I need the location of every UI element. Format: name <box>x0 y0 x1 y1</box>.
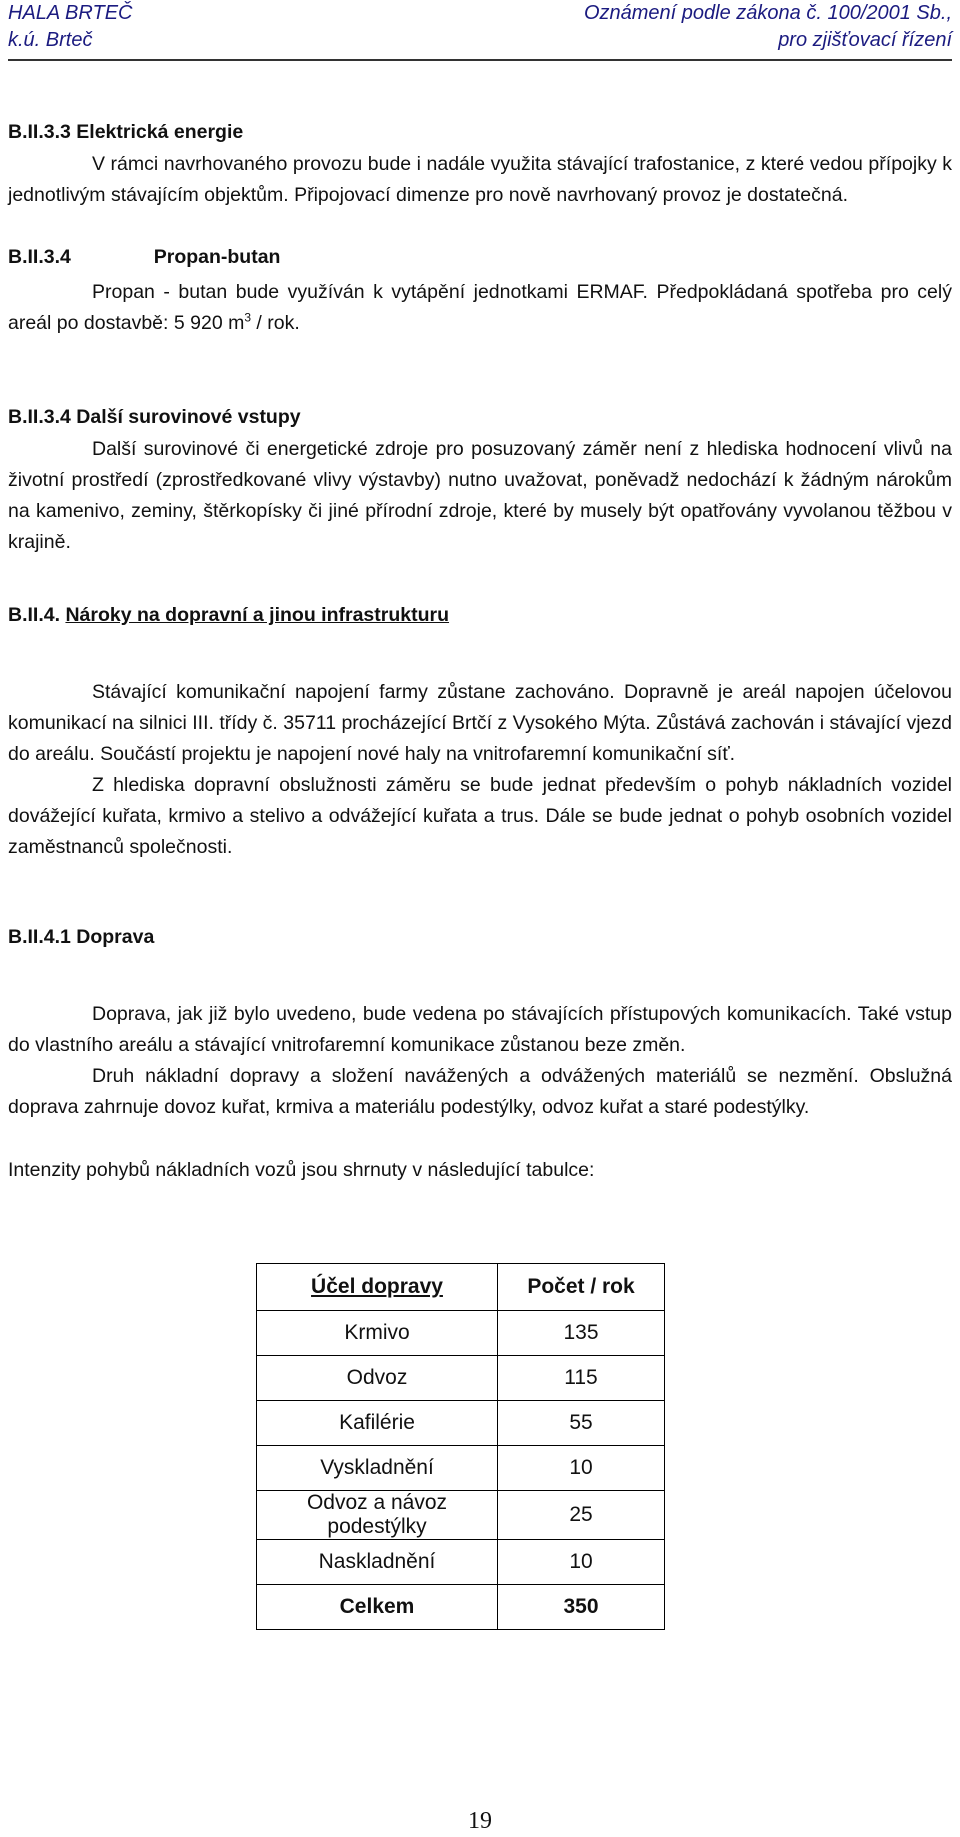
section-paragraph: Z hlediska dopravní obslužnosti záměru se bude jednat především o pohyb nákladních vozidel dovážející kuřata, krmivo a stelivo a odvážející kuřata a trus. Dále se bude jednat o pohyb osobních vozidel zaměstnanců společnosti. <box>8 774 952 858</box>
section-infrastructure <box>8 601 952 863</box>
table-cell-value: 10 <box>498 1446 665 1491</box>
section-heading: B.II.3.3 Elektrická energie <box>8 121 244 143</box>
section-heading <box>8 601 952 629</box>
table-total-label: Celkem <box>257 1585 498 1630</box>
section-other-inputs <box>8 403 952 558</box>
table-cell-label: Kafilérie <box>257 1401 498 1446</box>
section-paragraph: Druh nákladní dopravy a složení navážených a odvážených materiálů se nezmění. Obslužná doprava zahrnuje dovoz kuřat, krmiva a materiálu podestýlky, odvoz kuřat a staré podestýlky. <box>8 1065 952 1118</box>
table-cell-label: Odvoz <box>257 1356 498 1401</box>
section-heading: B.II.3.4 Další surovinové vstupy <box>8 406 301 428</box>
section-heading: B.II.4.1 Doprava <box>8 926 155 948</box>
table-row <box>257 1446 665 1491</box>
table-cell-value: 115 <box>498 1356 665 1401</box>
table-header-row <box>257 1264 665 1311</box>
section-electricity <box>8 118 952 211</box>
section-paragraph: V rámci navrhovaného provozu bude i nadále využita stávající trafostanice, z které vedou přípojky k jednotlivým stávajícím objektům. Připojovací dimenze pro nově navrhovaný provoz je dostatečná. <box>8 153 952 206</box>
section-transport <box>8 923 952 1186</box>
table-row <box>257 1540 665 1585</box>
section-number: B.II.4. <box>8 604 61 626</box>
table-cell-value: 135 <box>498 1311 665 1356</box>
section-paragraph <box>8 277 952 339</box>
header-left <box>8 0 132 54</box>
table-row <box>257 1491 665 1540</box>
transport-table <box>256 1263 665 1630</box>
table-total-row <box>257 1585 665 1630</box>
paragraph-text-end: / rok. <box>251 312 300 334</box>
superscript: 3 <box>244 310 252 325</box>
section-paragraph: Doprava, jak již bylo uvedeno, bude vedena po stávajících přístupových komunikacích. Také vstup do vlastního areálu a stávající vnitrofaremní komunikace zůstanou beze změn. <box>8 1003 952 1056</box>
section-title: Nároky na dopravní a jinou infrastrukturu <box>65 604 450 626</box>
header-divider <box>8 59 952 61</box>
header-cadastral-area: k.ú. Brteč <box>8 29 93 51</box>
section-propane-butane <box>8 243 952 339</box>
header-right <box>584 0 952 54</box>
section-title: Propan-butan <box>153 246 281 268</box>
table-cell-value: 25 <box>498 1491 665 1540</box>
header-project-name: HALA BRTEČ <box>8 2 133 24</box>
table-cell-value: 10 <box>498 1540 665 1585</box>
section-number: B.II.3.4 <box>8 246 71 268</box>
table-row <box>257 1401 665 1446</box>
table-cell-label: Naskladnění <box>257 1540 498 1585</box>
header-law-reference: Oznámení podle zákona č. 100/2001 Sb., <box>583 2 952 24</box>
table-header-count: Počet / rok <box>498 1264 665 1311</box>
page-header <box>8 0 952 58</box>
table-cell-label: Krmivo <box>257 1311 498 1356</box>
table-row <box>257 1356 665 1401</box>
table-header-purpose: Účel dopravy <box>257 1264 498 1311</box>
table-row <box>257 1311 665 1356</box>
section-paragraph: Další surovinové či energetické zdroje pro posuzovaný záměr není z hlediska hodnocení vlivů na životní prostředí (zprostředkované vlivy výstavby) nutno uvažovat, poněvadž nedochází k žádným nárokům na kamenivo, zeminy, štěrkopísky či jiné přírodní zdroje, které by musely být opatřovány vyvolanou těžbou v krajině. <box>8 438 952 553</box>
table-cell-label: Odvoz a návoz podestýlky <box>257 1491 498 1540</box>
section-heading <box>8 243 952 271</box>
header-procedure: pro zjišťovací řízení <box>778 29 952 51</box>
table-intro: Intenzity pohybů nákladních vozů jsou shrnuty v následující tabulce: <box>8 1159 595 1181</box>
paragraph-text: Propan - butan bude využíván k vytápění jednotkami ERMAF. Předpokládaná spotřeba pro celý areál po dostavbě: 5 920 m <box>8 281 952 334</box>
table-total-value: 350 <box>498 1585 665 1630</box>
table-cell-value: 55 <box>498 1401 665 1446</box>
section-paragraph: Stávající komunikační napojení farmy zůstane zachováno. Dopravně je areál napojen účelovou komunikací na silnici III. třídy č. 35711 procházející Brtčí z Vysokého Mýta. Zůstává zachován i stávající vjezd do areálu. Součástí projektu je napojení nové haly na vnitrofaremní komunikační síť. <box>8 681 952 765</box>
page-number: 19 <box>468 1808 492 1834</box>
table-cell-label: Vyskladnění <box>257 1446 498 1491</box>
